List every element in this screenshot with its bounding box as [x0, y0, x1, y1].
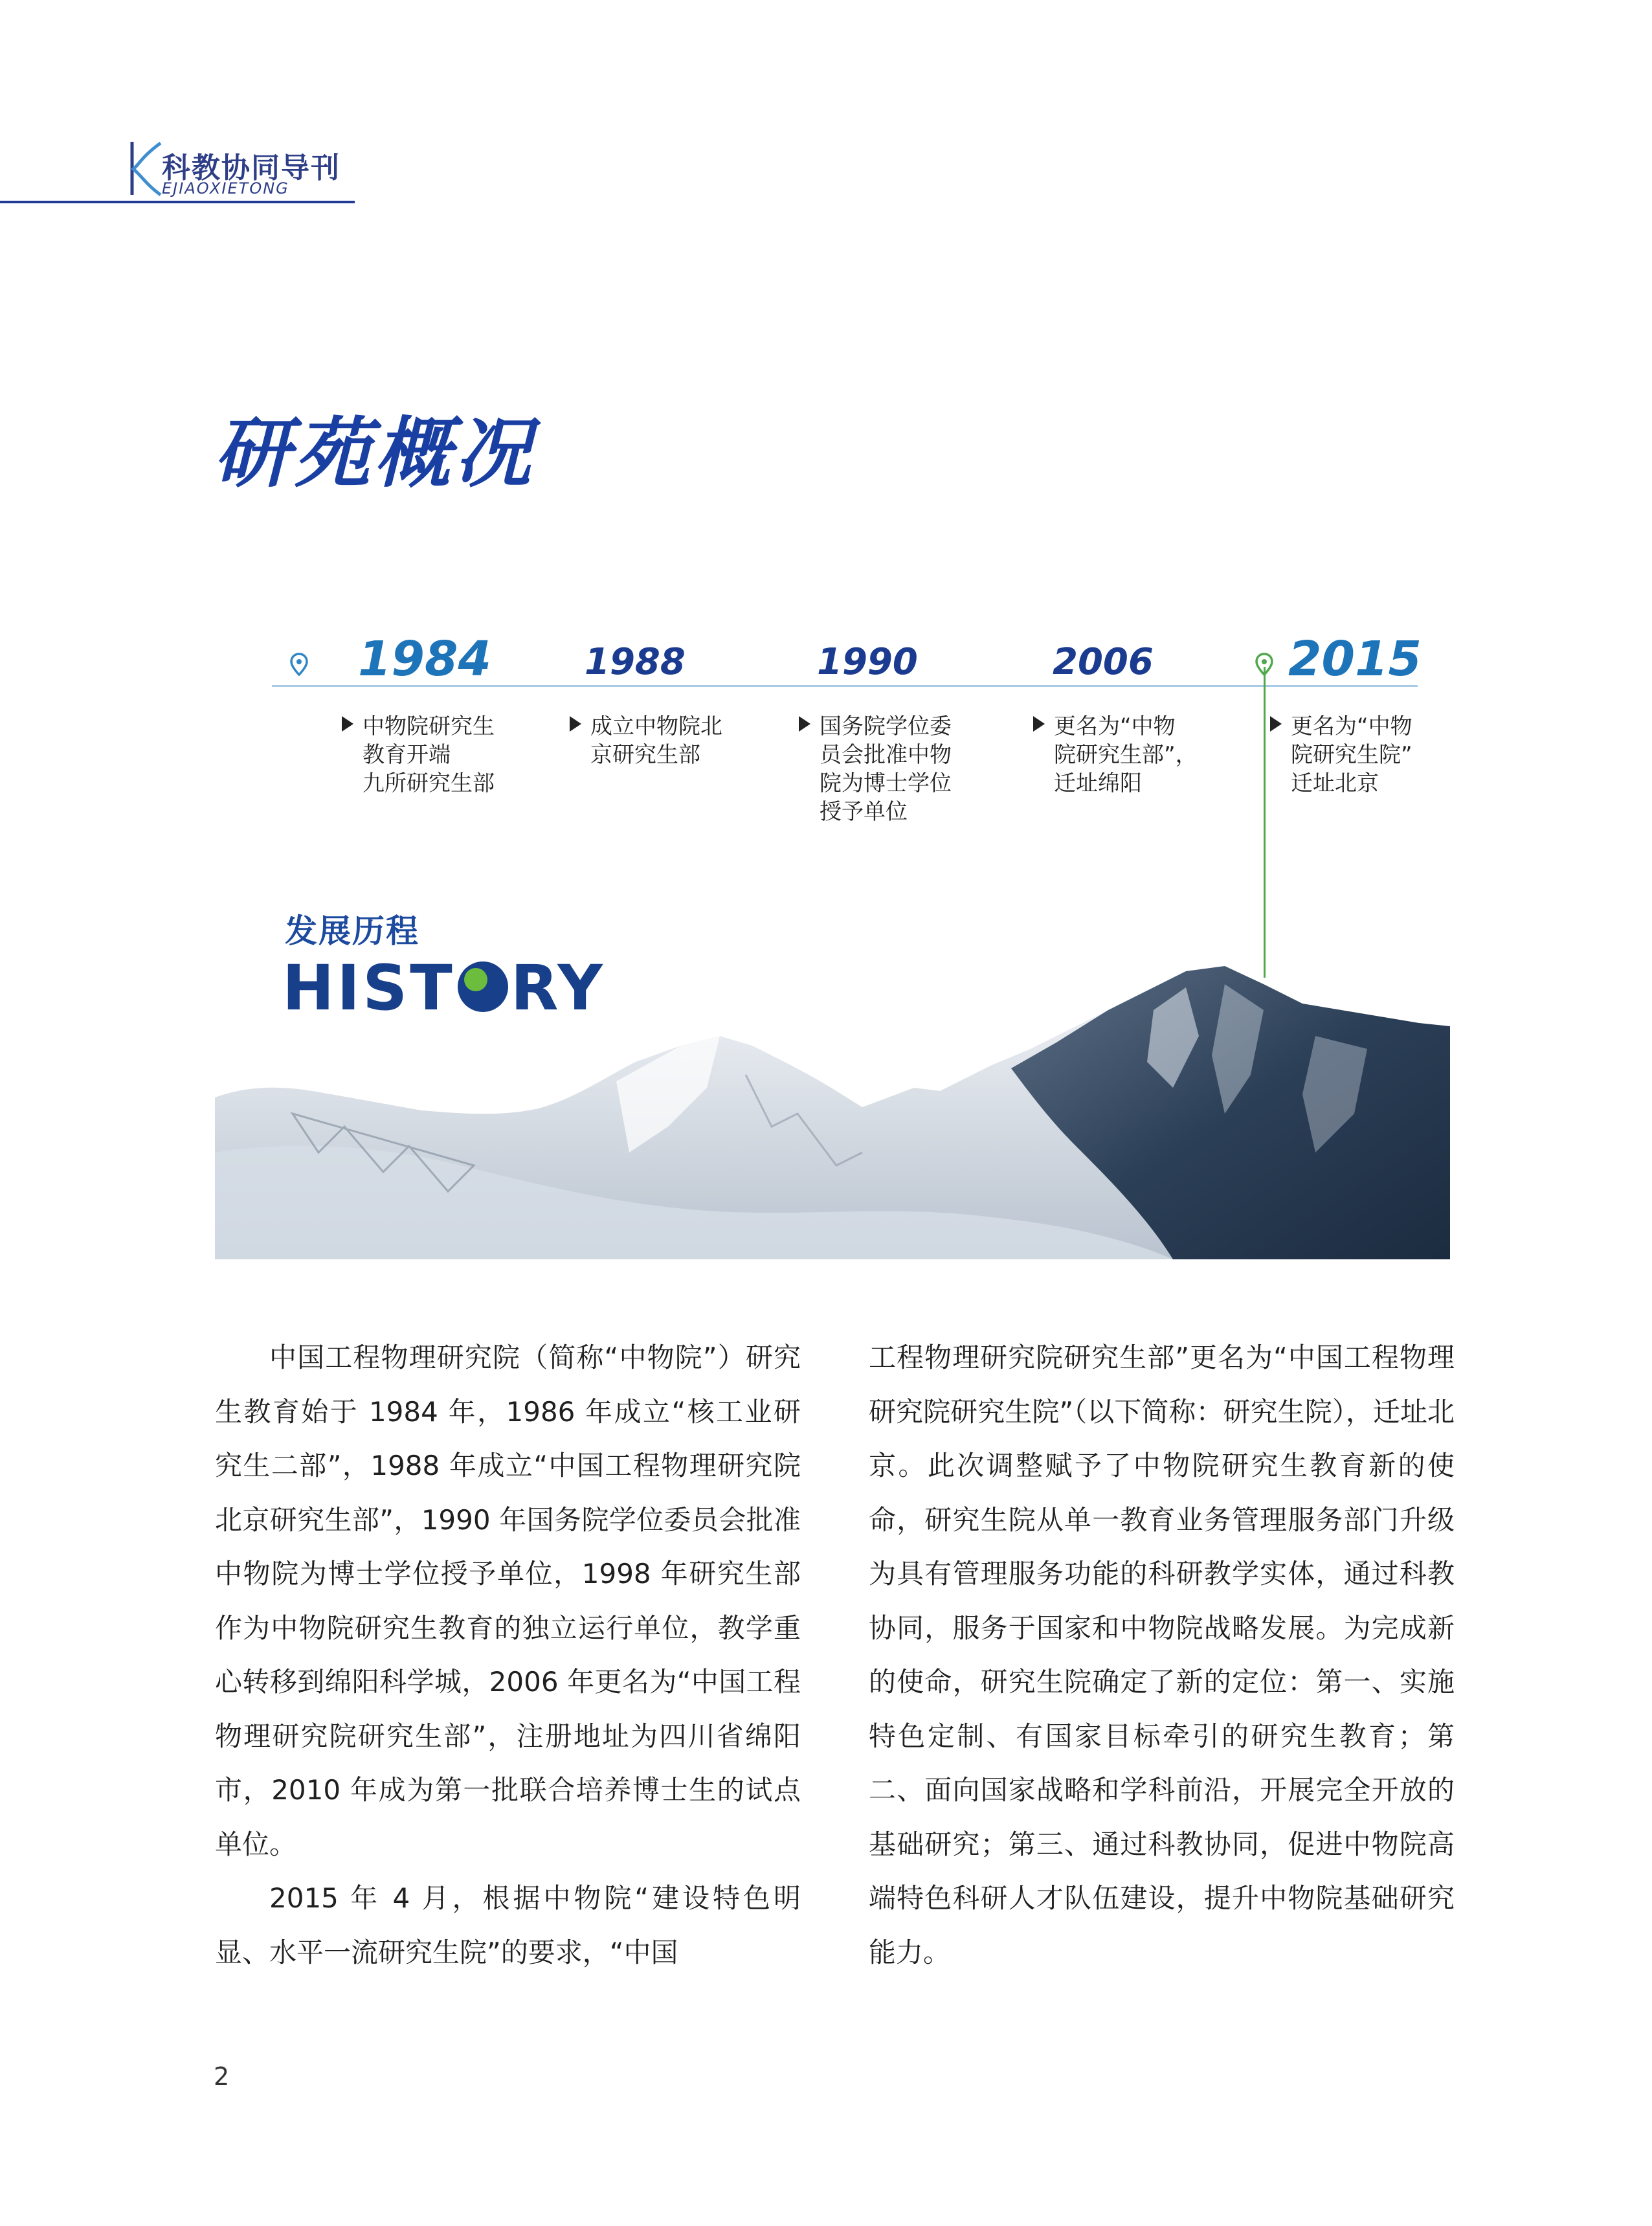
location-pin-icon: [290, 653, 308, 676]
bullet-triangle-icon: [1270, 716, 1282, 732]
body-paragraph: 2015 年 4 月，根据中物院“建设特色明显、水平一流研究生院”的要求，“中国: [215, 1882, 801, 1968]
body-paragraph: 工程物理研究院研究生部”更名为“中国工程物理研究院研究生院”（以下简称：研究生院），迁址北京。此次调整赋予了中物院研究生教育新的使命，研究生院从单一教育业务管理服务部门升级为具有管理服务功能的科研教学实体，通过科教协同，服务于国家和中物院战略发展。为完成新的使命，研究生院确定了新的定位：第一、实施特色定制、有国家目标牵引的研究生教育；第二、面向国家战略和学科前沿，开展完全开放的基础研究；第三、通过科教协同，促进中物院高端特色科研人才队伍建设，提升中物院基础研究能力。: [869, 1342, 1455, 1968]
body-paragraph: 中国工程物理研究院（简称“中物院”）研究生教育始于 1984 年，1986 年成立“核工业研究生二部”，1988 年成立“中国工程物理研究院北京研究生部”，1990 年国务院学位委员会批准中物院为博士学位授予单位，1998 年研究生部作为中物院研究生教育的独立运行单位，教学重心转移到绵阳科学城，2006 年更名为“中国工程物理研究院研究生部”，注册地址为四川省绵阳市，2010 年成为第一批联合培养博士生的试点单位。: [215, 1342, 801, 1860]
page-number: 2: [214, 2062, 230, 2091]
timeline-year-1990: 1990: [817, 641, 918, 683]
page-title: 研苑概况: [214, 409, 535, 498]
history-label-part-2: RY: [510, 952, 605, 1024]
bullet-triangle-icon: [799, 716, 810, 732]
bullet-triangle-icon: [342, 716, 353, 732]
history-label-cn: 发展历程: [285, 912, 419, 950]
header-rule: [0, 201, 355, 203]
timeline-event-text: 更名为“中物 院研究生院” 迁址北京: [1291, 714, 1412, 796]
body-column-right: [869, 1331, 1455, 1979]
timeline-event-text: 国务院学位委 员会批准中物 院为博士学位 授予单位: [820, 714, 952, 825]
journal-k-logo-icon: [123, 139, 163, 197]
timeline-summit-connector: [1264, 667, 1266, 978]
timeline-event-text: 成立中物院北 京研究生部: [590, 714, 722, 768]
journal-title-cn: 科教协同导刊: [162, 152, 340, 185]
journal-header: [123, 139, 356, 210]
bullet-triangle-icon: [570, 716, 581, 732]
timeline-event-2015: [1291, 712, 1498, 798]
timeline-event-1990: [820, 712, 1027, 826]
journal-title-en: EJIAOXIETONG: [162, 179, 289, 197]
history-label-part-1: HIST: [282, 952, 455, 1024]
timeline-event-1988: [590, 712, 798, 769]
bullet-triangle-icon: [1033, 716, 1045, 732]
body-column-left: [215, 1331, 801, 1979]
timeline-year-1988: 1988: [585, 641, 686, 683]
timeline-year-1984: 1984: [358, 631, 491, 687]
timeline-event-text: 中物院研究生 教育开端 九所研究生部: [363, 714, 495, 796]
timeline-year-2015: 2015: [1288, 631, 1422, 687]
history-label-en: [282, 952, 605, 1024]
timeline-event-text: 更名为“中物 院研究生部”， 迁址绵阳: [1054, 714, 1198, 796]
history-o-globe-icon: [458, 961, 508, 1012]
timeline-event-2006: [1054, 712, 1261, 798]
timeline-event-1984: [363, 712, 570, 798]
timeline-year-2006: 2006: [1053, 641, 1154, 683]
